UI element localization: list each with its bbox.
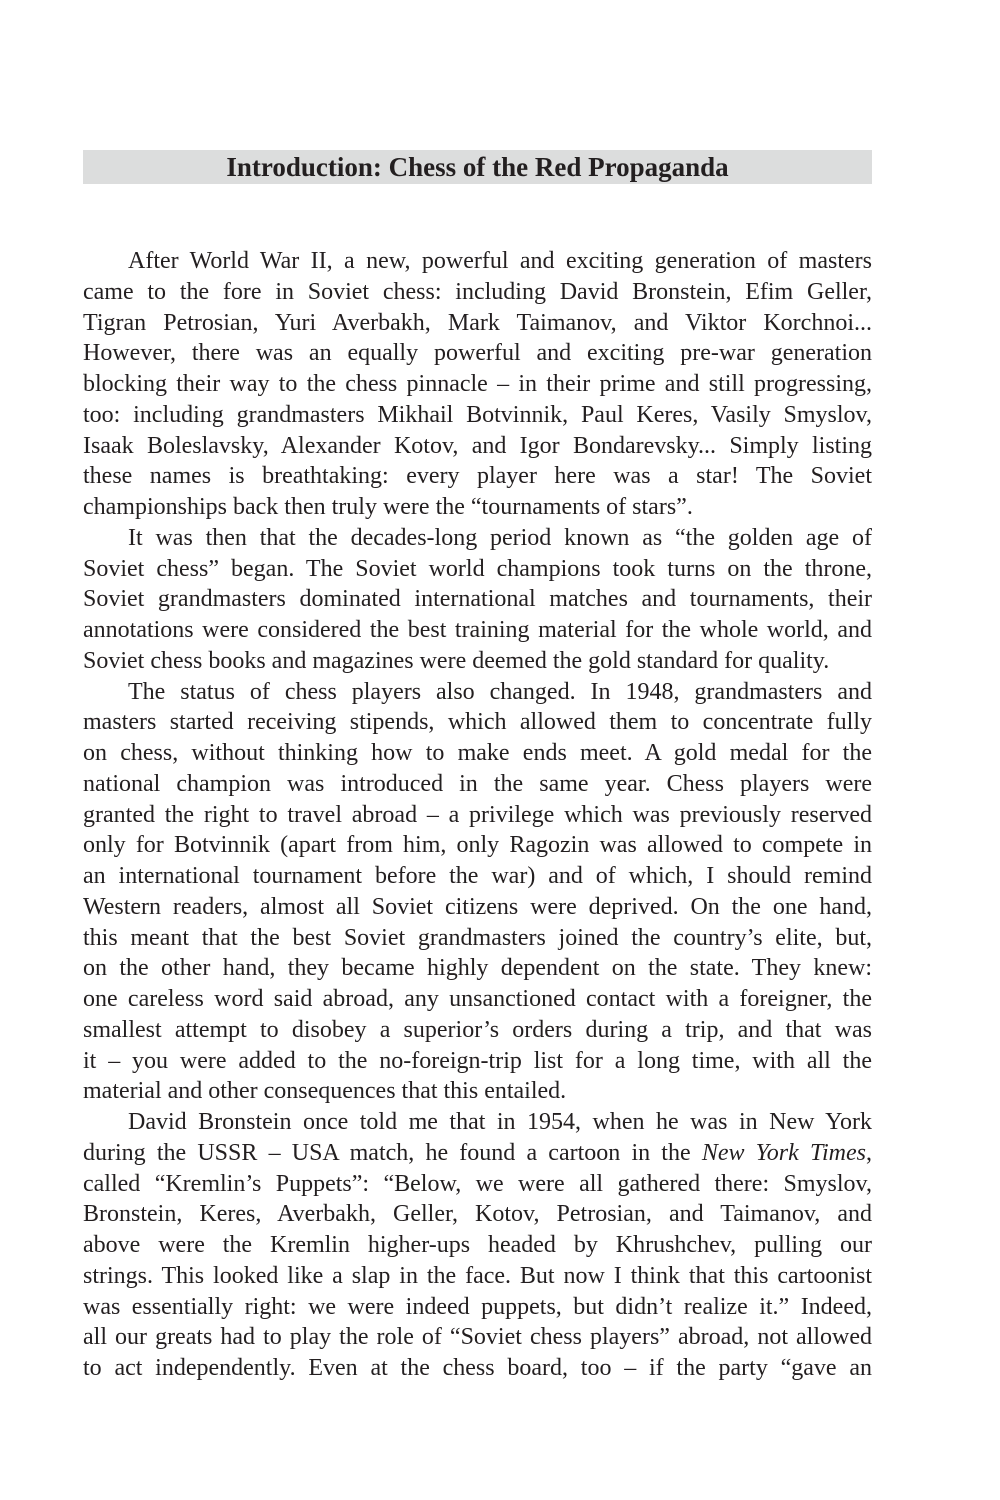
text-line: Soviet chess” began. The Soviet world champions took turns on the throne,: [83, 555, 872, 582]
text-line: blocking their way to the chess pinnacle – in their prime and still progressing,: [83, 371, 872, 397]
text-line: on the other hand, they became highly dependent on the state. They knew:: [83, 955, 872, 982]
paragraph-3: [83, 677, 872, 1108]
punctuation: ,: [866, 1139, 873, 1166]
text-line: material and other consequences that this entailed.: [83, 1078, 567, 1105]
text-line: this meant that the best Soviet grandmasters joined the country’s elite, but,: [83, 924, 872, 951]
text-line: masters started receiving stipends, which allowed them to concentrate fully: [83, 709, 872, 736]
text-line: However, there was an equally powerful and exciting pre-war generation: [83, 340, 872, 367]
text-line: all our greats had to play the role of “Soviet chess players” abroad, not allowed: [83, 1324, 872, 1351]
text-line-with-italic: [83, 1138, 872, 1169]
page: [83, 0, 872, 1500]
text-line: it – you were added to the no-foreign-trip list for a long time, with all the: [83, 1047, 872, 1074]
text-line: Western readers, almost all Soviet citizens were deprived. On the one hand,: [83, 893, 872, 920]
text-line: above were the Kremlin higher-ups headed by Khrushchev, pulling our: [83, 1232, 872, 1258]
body-text: [83, 246, 872, 1384]
text-line: smallest attempt to disobey a superior’s orders during a trip, and that was: [83, 1016, 872, 1043]
chapter-heading-bar: [83, 150, 872, 184]
text-line: Bronstein, Keres, Averbakh, Geller, Kotov, Petrosian, and Taimanov, and: [83, 1201, 872, 1228]
text-line: David Bronstein once told me that in 1954, when he was in New York: [128, 1109, 872, 1135]
text-line: to act independently. Even at the chess board, too – if the party “gave an: [83, 1355, 872, 1381]
chapter-heading: Introduction: Chess of the Red Propaganda: [226, 152, 729, 182]
text-line: on chess, without thinking how to make ends meet. A gold medal for the: [83, 740, 872, 766]
text-line: called “Kremlin’s Puppets”: “Below, we were all gathered there: Smyslov,: [83, 1170, 872, 1197]
paragraph-1: [83, 246, 872, 523]
text-line: only for Botvinnik (apart from him, only Ragozin was allowed to compete in: [83, 832, 872, 859]
text-line: championships back then truly were the “tournaments of stars”.: [83, 494, 693, 520]
text-line: It was then that the decades-long period known as “the golden age of: [128, 524, 872, 551]
text-line: these names is breathtaking: every player here was a star! The Soviet: [83, 463, 872, 490]
text-line: too: including grandmasters Mikhail Botvinnik, Paul Keres, Vasily Smyslov,: [83, 401, 872, 428]
paragraph-2: [83, 523, 872, 677]
text-line: one careless word said abroad, any unsanctioned contact with a foreigner, the: [83, 986, 872, 1012]
text-line: After World War II, a new, powerful and exciting generation of masters: [128, 248, 872, 274]
text-line: Soviet grandmasters dominated international matches and tournaments, their: [83, 586, 872, 613]
text-line: strings. This looked like a slap in the face. But now I think that this cartoonist: [83, 1262, 872, 1289]
text-line: national champion was introduced in the same year. Chess players were: [83, 770, 872, 797]
text-line: Isaak Boleslavsky, Alexander Kotov, and Igor Bondarevsky... Simply listing: [83, 432, 872, 459]
text-line: was essentially right: we were indeed puppets, but didn’t realize it.” Indeed,: [83, 1293, 872, 1320]
text-line: Soviet chess books and magazines were deemed the gold standard for quality.: [83, 647, 830, 674]
newspaper-title: New York Times: [701, 1139, 867, 1166]
paragraph-4: [83, 1107, 872, 1384]
text-line: an international tournament before the war) and of which, I should remind: [83, 863, 872, 889]
text-line: annotations were considered the best training material for the whole world, and: [83, 617, 872, 643]
text-line: Tigran Petrosian, Yuri Averbakh, Mark Taimanov, and Viktor Korchnoi...: [83, 309, 872, 336]
text-line: came to the fore in Soviet chess: including David Bronstein, Efim Geller,: [83, 278, 872, 305]
text-line: The status of chess players also changed. In 1948, grandmasters and: [128, 678, 872, 705]
text-line: granted the right to travel abroad – a privilege which was previously reserved: [83, 801, 872, 828]
line-text: during the USSR – USA match, he found a cartoon in the: [83, 1139, 691, 1166]
